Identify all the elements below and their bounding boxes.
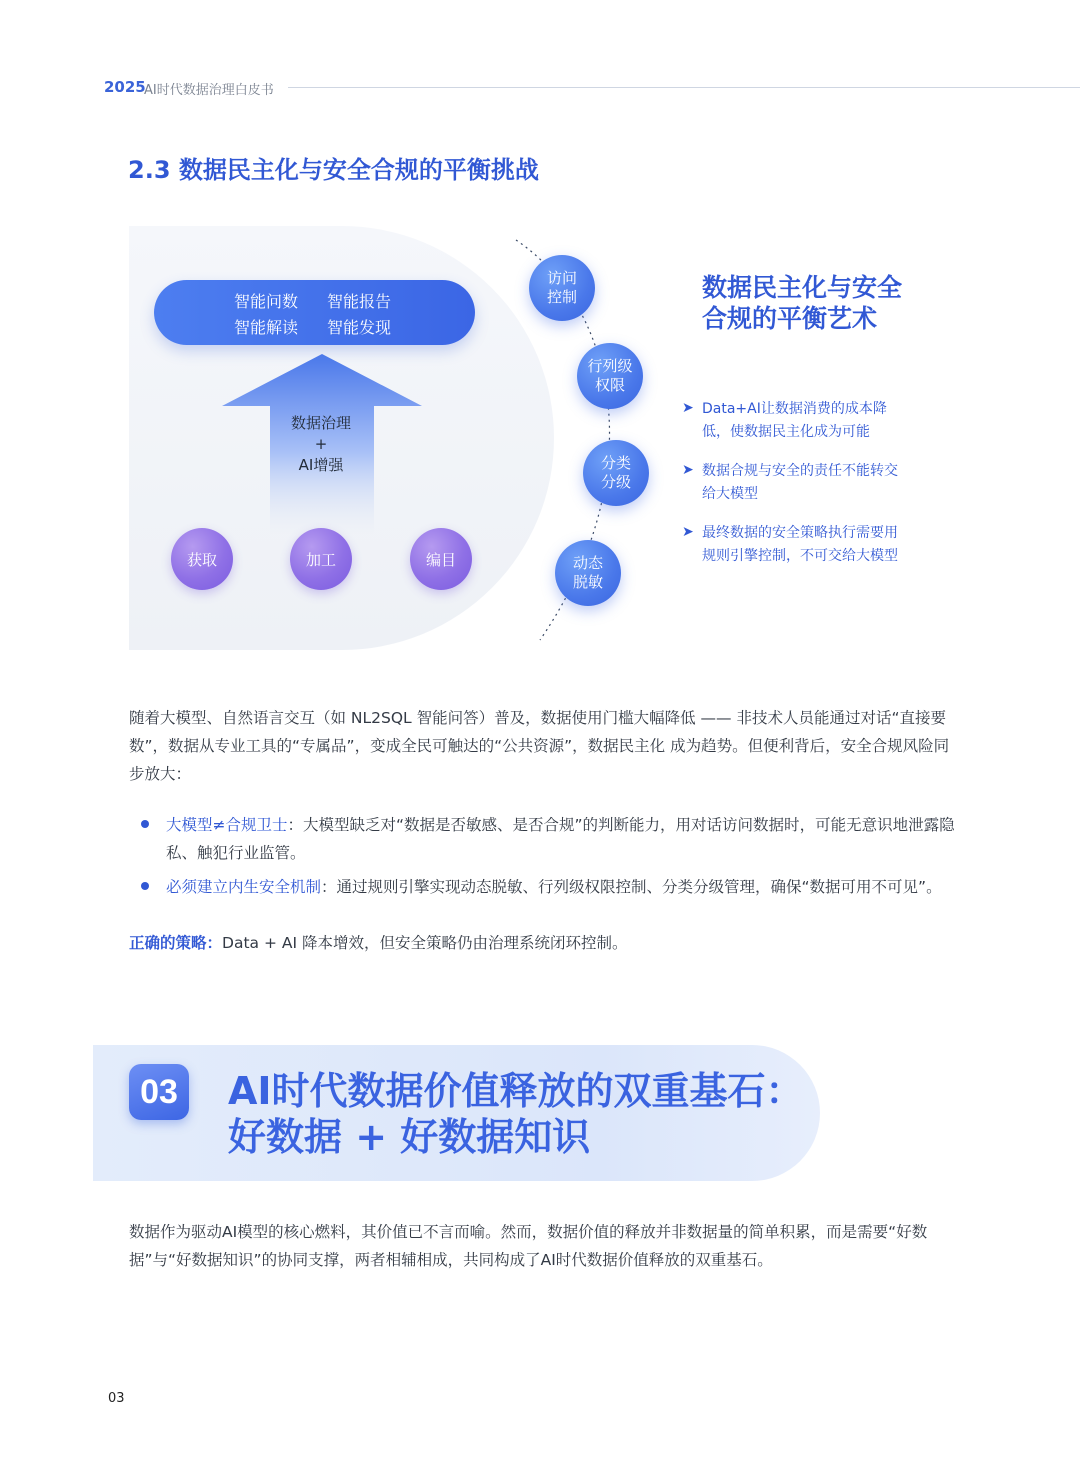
capability-pill xyxy=(154,280,475,345)
bullet-text: ：通过规则引擎实现动态脱敏、行列级权限控制、分类分级管理，确保“数据可用不可见”。 xyxy=(321,878,942,896)
arrow-label-plus: + xyxy=(314,435,328,453)
header-title: AI时代数据治理白皮书 xyxy=(144,83,274,98)
side-point xyxy=(702,460,962,506)
side-point xyxy=(702,522,962,568)
chapter-number-badge: 03 xyxy=(129,1064,189,1120)
side-title-line: 数据民主化与安全 xyxy=(702,273,903,302)
side-point-line: 最终数据的安全策略执行需要用 xyxy=(702,525,898,541)
arrow-right-icon: ➤ xyxy=(682,524,694,540)
bullet-item xyxy=(166,873,966,901)
side-point xyxy=(702,398,962,444)
bullet-dot xyxy=(141,820,149,828)
bullet-dot xyxy=(141,882,149,890)
arrow-right-icon: ➤ xyxy=(682,462,694,478)
pill-item: 智能报告 xyxy=(327,292,392,311)
arrow-right-icon: ➤ xyxy=(682,400,694,416)
header-year: 2025 xyxy=(104,78,146,96)
strategy-line xyxy=(129,929,627,957)
control-label: 动态 xyxy=(572,554,603,572)
arrow-label-line: 数据治理 xyxy=(290,414,351,432)
side-point-line: 低，使数据民主化成为可能 xyxy=(702,424,870,440)
section-title: 2.3 数据民主化与安全合规的平衡挑战 xyxy=(128,156,539,184)
control-label: 权限 xyxy=(594,376,625,394)
control-label: 分类 xyxy=(600,454,631,472)
chapter-title-line: 好数据 + 好数据知识 xyxy=(228,1115,591,1159)
arrow-label xyxy=(271,413,371,476)
source-catalog: 编目 xyxy=(410,528,472,590)
arrow-label-line: AI增强 xyxy=(298,456,344,474)
source-acquire: 获取 xyxy=(171,528,233,590)
bullet-label: 大模型≠合规卫士 xyxy=(166,816,288,834)
side-point-line: 数据合规与安全的责任不能转交 xyxy=(702,463,898,479)
control-label: 分级 xyxy=(600,473,631,491)
side-title xyxy=(702,272,902,334)
control-label: 控制 xyxy=(546,288,577,306)
side-point-line: 给大模型 xyxy=(702,486,758,502)
pill-item: 智能问数 xyxy=(234,292,299,311)
control-row-column xyxy=(577,343,643,409)
bullet-label: 必须建立内生安全机制 xyxy=(166,878,322,896)
strategy-text: Data + AI 降本增效，但安全策略仍由治理系统闭环控制。 xyxy=(222,934,628,952)
side-point-line: 规则引擎控制，不可交给大模型 xyxy=(702,548,898,564)
header-divider xyxy=(288,87,1080,88)
control-label: 脱敏 xyxy=(572,573,603,591)
side-title-line: 合规的平衡艺术 xyxy=(702,304,878,333)
intro-paragraph: 随着大模型、自然语言交互（如 NL2SQL 智能问答）普及，数据使用门槛大幅降低 —— 非技术人员能通过对话“直接要数”，数据从专业工具的“专属品”，变成全民可触达的“公共资源”，数据民主化 成为趋势。但便利背后，安全合规风险同步放大： xyxy=(129,709,950,783)
chapter-title xyxy=(228,1068,804,1160)
control-label: 行列级 xyxy=(587,357,633,375)
strategy-label: 正确的策略： xyxy=(129,934,223,952)
bullet-item xyxy=(166,811,966,867)
source-process: 加工 xyxy=(290,528,352,590)
control-access xyxy=(529,255,595,321)
chapter-paragraph: 数据作为驱动AI模型的核心燃料，其价值已不言而喻。然而，数据价值的释放并非数据量的简单积累，而是需要“好数据”与“好数据知识”的协同支撑，两者相辅相成，共同构成了AI时代数据价值释放的双重基石。 xyxy=(129,1223,928,1269)
bullet-text: ：大模型缺乏对“数据是否敏感、是否合规”的判断能力，用对话访问数据时，可能无意识地泄露隐私、触犯行业监管。 xyxy=(166,816,955,862)
control-masking xyxy=(555,540,621,606)
control-classification xyxy=(583,440,649,506)
side-point-line: Data+AI让数据消费的成本降 xyxy=(702,401,887,417)
pill-item: 智能发现 xyxy=(327,318,392,337)
page-number: 03 xyxy=(108,1391,125,1406)
pill-item: 智能解读 xyxy=(234,318,299,337)
control-label: 访问 xyxy=(546,269,577,287)
chapter-title-line: AI时代数据价值释放的双重基石： xyxy=(228,1069,804,1113)
